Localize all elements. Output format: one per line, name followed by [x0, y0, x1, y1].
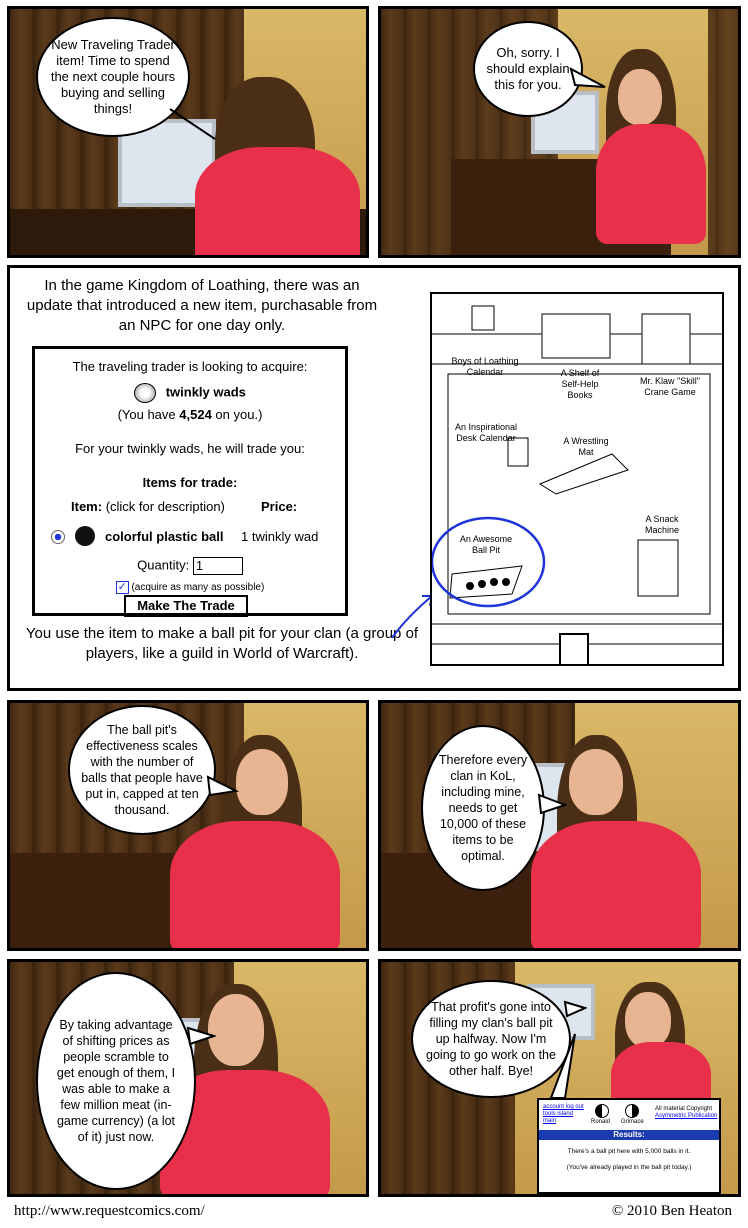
bubble-tail [160, 104, 220, 144]
face [236, 749, 288, 815]
ball-name[interactable]: colorful plastic ball [105, 529, 224, 544]
game-inset-window [537, 1098, 721, 1194]
results-line-2: (You've already played in the ball pit today.) [566, 1164, 692, 1171]
quantity-row [35, 557, 345, 575]
speech-text: Oh, sorry. I should explain this for you. [486, 45, 570, 92]
speech-text: Therefore every clan in KoL, including mine, needs to get 10,000 of these items to be optimal. [438, 753, 528, 863]
trader-item-name[interactable]: twinkly wads [165, 384, 246, 400]
bubble-tail [186, 1022, 216, 1052]
have-suffix: on you.) [211, 407, 263, 422]
trader-window [32, 346, 348, 616]
moon-ronald-icon [595, 1104, 609, 1118]
trader-looking-text: The traveling trader is looking to acquire: [72, 359, 308, 374]
pink-shirt [596, 124, 706, 244]
outro-text: You use the item to make a ball pit for your clan (a group of players, like a guild in World of Warcraft). [25, 625, 419, 662]
inset-links [543, 1104, 584, 1125]
inset-link-account[interactable]: account log out [543, 1104, 584, 1110]
map-snack-machine[interactable]: A Snack Machine [644, 514, 680, 535]
comic-panel-5 [378, 700, 741, 951]
comic-panel-6 [7, 959, 369, 1197]
pink-shirt [195, 147, 360, 258]
map-ball-pit[interactable]: An Awesome Ball Pit [459, 534, 513, 555]
comic-panel-7 [378, 959, 741, 1197]
clan-basement-map [430, 292, 724, 666]
inset-copyright [655, 1106, 717, 1120]
inset-link-main[interactable]: main [543, 1118, 557, 1124]
speech-text: By taking advantage of shifting prices as people scramble to get enough of them, I was able to make a few million meat (in-game currency) (a lot of it) just now. [56, 1018, 176, 1144]
copyright-line-1: All material Copyright [655, 1106, 713, 1112]
have-prefix: (You have [117, 407, 180, 422]
inset-link-tools[interactable]: tools island [543, 1111, 574, 1117]
speech-bubble [473, 21, 583, 117]
speech-text: The ball pit's effectiveness scales with the number of balls that people have put in, capped at ten thousand. [81, 723, 203, 817]
comic-panel-2 [378, 6, 741, 258]
footer-copyright: © 2010 Ben Heaton [611, 1203, 732, 1219]
comic-panel-4 [7, 700, 369, 951]
copyright-line-2: Asymmetric Publication [655, 1113, 718, 1119]
map-calendar[interactable]: Boys of Loathing Calendar [451, 356, 519, 377]
trader-have-row [35, 407, 345, 422]
have-count: 4,524 [179, 407, 212, 422]
acquire-max-checkbox[interactable]: ✓ [117, 581, 127, 593]
pink-shirt [531, 821, 701, 951]
footer-url[interactable]: http://www.requestcomics.com/ [14, 1203, 205, 1219]
face [208, 994, 264, 1066]
trader-offer-text: For your twinkly wads, he will trade you: [75, 441, 305, 456]
face [569, 749, 623, 815]
results-bar: Results: [539, 1130, 719, 1140]
explainer-panel [7, 265, 741, 691]
face [625, 992, 671, 1048]
trade-item-row[interactable] [51, 527, 341, 547]
bubble-tail [563, 998, 587, 1026]
item-header-note: (click for description) [105, 499, 225, 514]
speech-bubble [36, 972, 196, 1190]
trader-item-row [35, 383, 345, 403]
bubble-tail [537, 791, 567, 821]
make-trade-button[interactable]: Make The Trade [124, 595, 248, 617]
item-header: Item: [71, 499, 103, 514]
inset-callout [531, 1032, 601, 1102]
pink-shirt [170, 821, 340, 951]
moon-grimace-icon [625, 1104, 639, 1118]
comic-panel-1 [7, 6, 369, 258]
face [618, 69, 662, 125]
intro-text: In the game Kingdom of Loathing, there was an update that introduced a new item, purchasable from an NPC for one day only. [26, 277, 378, 334]
quantity-label: Quantity: [137, 557, 190, 573]
quantity-input[interactable]: 1 [193, 557, 243, 575]
results-line-1: There's a ball pit here with 5,000 balls in it. [567, 1148, 691, 1155]
trade-column-headers [71, 499, 331, 514]
acquire-max-row [35, 581, 345, 594]
items-for-trade-header: Items for trade: [142, 475, 238, 490]
speech-text: That profit's gone into filling my clan's ball pit up halfway. Now I'm going to go work on the other half. Bye! [426, 1000, 556, 1078]
acquire-max-label: (acquire as many as possible) [131, 582, 265, 594]
map-crane-game[interactable]: Mr. Klaw "Skill" Crane Game [640, 376, 700, 397]
speech-text: New Traveling Trader item! Time to spend the next couple hours buying and selling things! [50, 37, 176, 116]
ball-price: 1 twinkly wad [241, 529, 319, 544]
price-header: Price: [261, 499, 298, 514]
moon-grimace-label: Grimace [621, 1119, 644, 1125]
plastic-ball-icon [75, 526, 95, 546]
moon-ronald-label: Ronald [591, 1119, 611, 1125]
map-shelf[interactable]: A Shelf of Self-Help Books [560, 368, 600, 400]
map-wrestling-mat[interactable]: A Wrestling Mat [563, 436, 609, 457]
radio-button[interactable] [51, 530, 65, 544]
bubble-tail [206, 773, 240, 803]
bubble-tail [569, 67, 609, 97]
speech-bubble [68, 705, 216, 835]
speech-bubble [421, 725, 545, 891]
map-desk-calendar[interactable]: An Inspirational Desk Calendar [454, 422, 518, 443]
twinkly-wad-icon [134, 383, 156, 403]
wood-texture [432, 294, 722, 664]
